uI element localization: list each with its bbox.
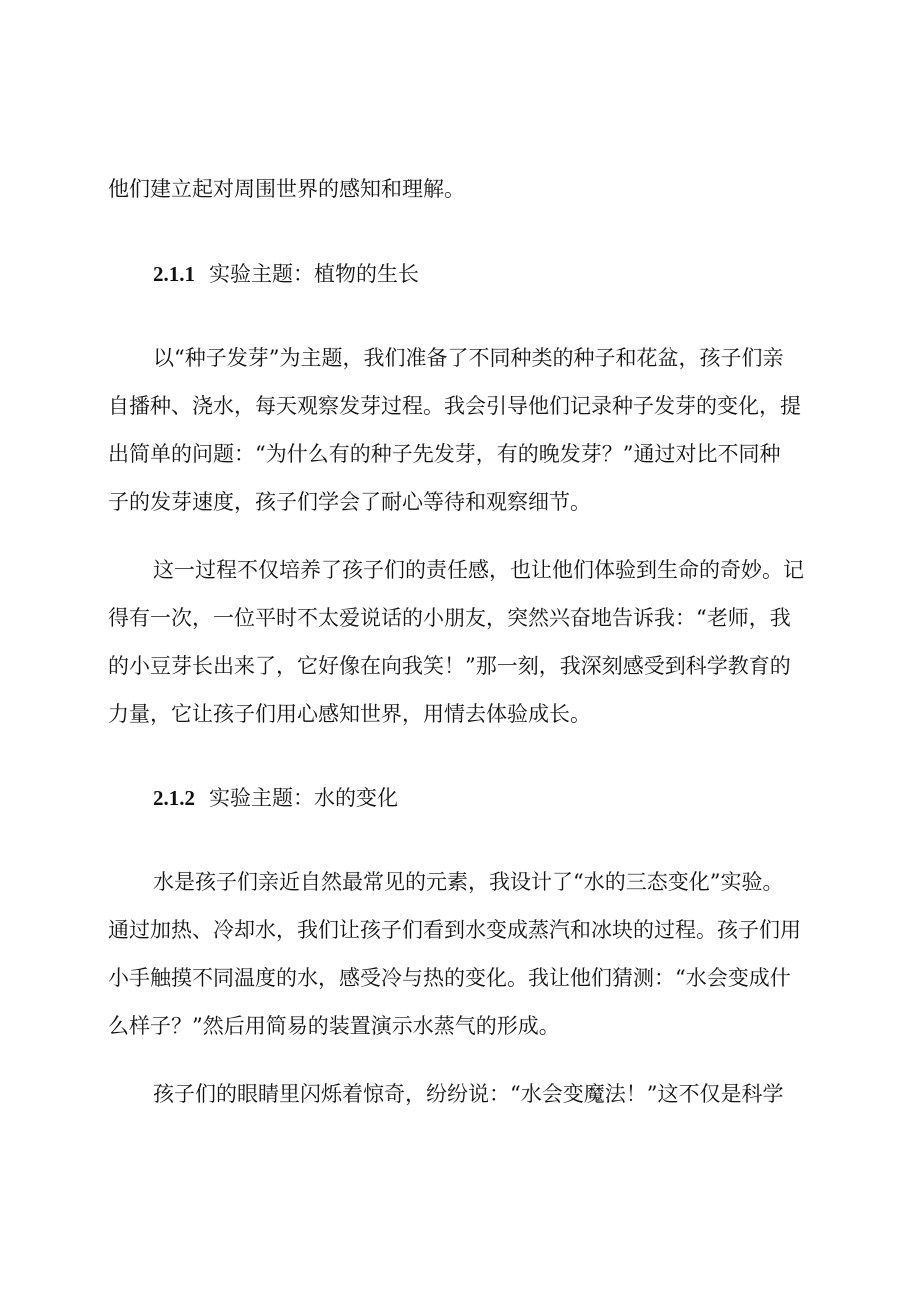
section-number: 2.1.2 [153,786,195,810]
paragraph-line: 这一过程不仅培养了孩子们的责任感，也让他们体验到生命的奇妙。记 [153,558,804,582]
paragraph-line: 孩子们的眼睛里闪烁着惊奇，纷纷说：“水会变魔法！”这不仅是科学 [153,1082,784,1106]
paragraph-line: 出简单的问题：“为什么有的种子先发芽，有的晚发芽？”通过对比不同种 [108,442,781,466]
paragraph-line: 通过加热、冷却水，我们让孩子们看到水变成蒸汽和冰块的过程。孩子们用 [108,918,801,942]
section-heading-2-1-2 [0,774,920,822]
section-title: 实验主题：水的变化 [209,786,398,810]
paragraph-line: 水是孩子们亲近自然最常见的元素，我设计了“水的三态变化”实验。 [153,870,784,894]
section-number: 2.1.1 [153,262,195,286]
continuation-line: 他们建立起对周围世界的感知和理解。 [108,177,465,201]
paragraph-line: 的小豆芽长出来了，它好像在向我笑！”那一刻，我深刻感受到科学教育的 [108,654,791,678]
paragraph-line: 子的发芽速度，孩子们学会了耐心等待和观察细节。 [108,490,591,514]
paragraph-line: 得有一次，一位平时不太爱说话的小朋友，突然兴奋地告诉我：“老师，我 [108,606,791,630]
paragraph-line: 力量，它让孩子们用心感知世界，用情去体验成长。 [108,702,591,726]
section-title: 实验主题：植物的生长 [209,262,419,286]
paragraph-line: 小手触摸不同温度的水，感受冷与热的变化。我让他们猜测：“水会变成什 [108,966,791,990]
paragraph-line: 么样子？”然后用简易的装置演示水蒸气的形成。 [108,1014,560,1038]
paragraph-line: 以“种子发芽”为主题，我们准备了不同种类的种子和花盆，孩子们亲 [153,346,784,370]
section-heading-2-1-1 [0,250,920,298]
paragraph-line: 自播种、浇水，每天观察发芽过程。我会引导他们记录种子发芽的变化，提 [108,394,801,418]
